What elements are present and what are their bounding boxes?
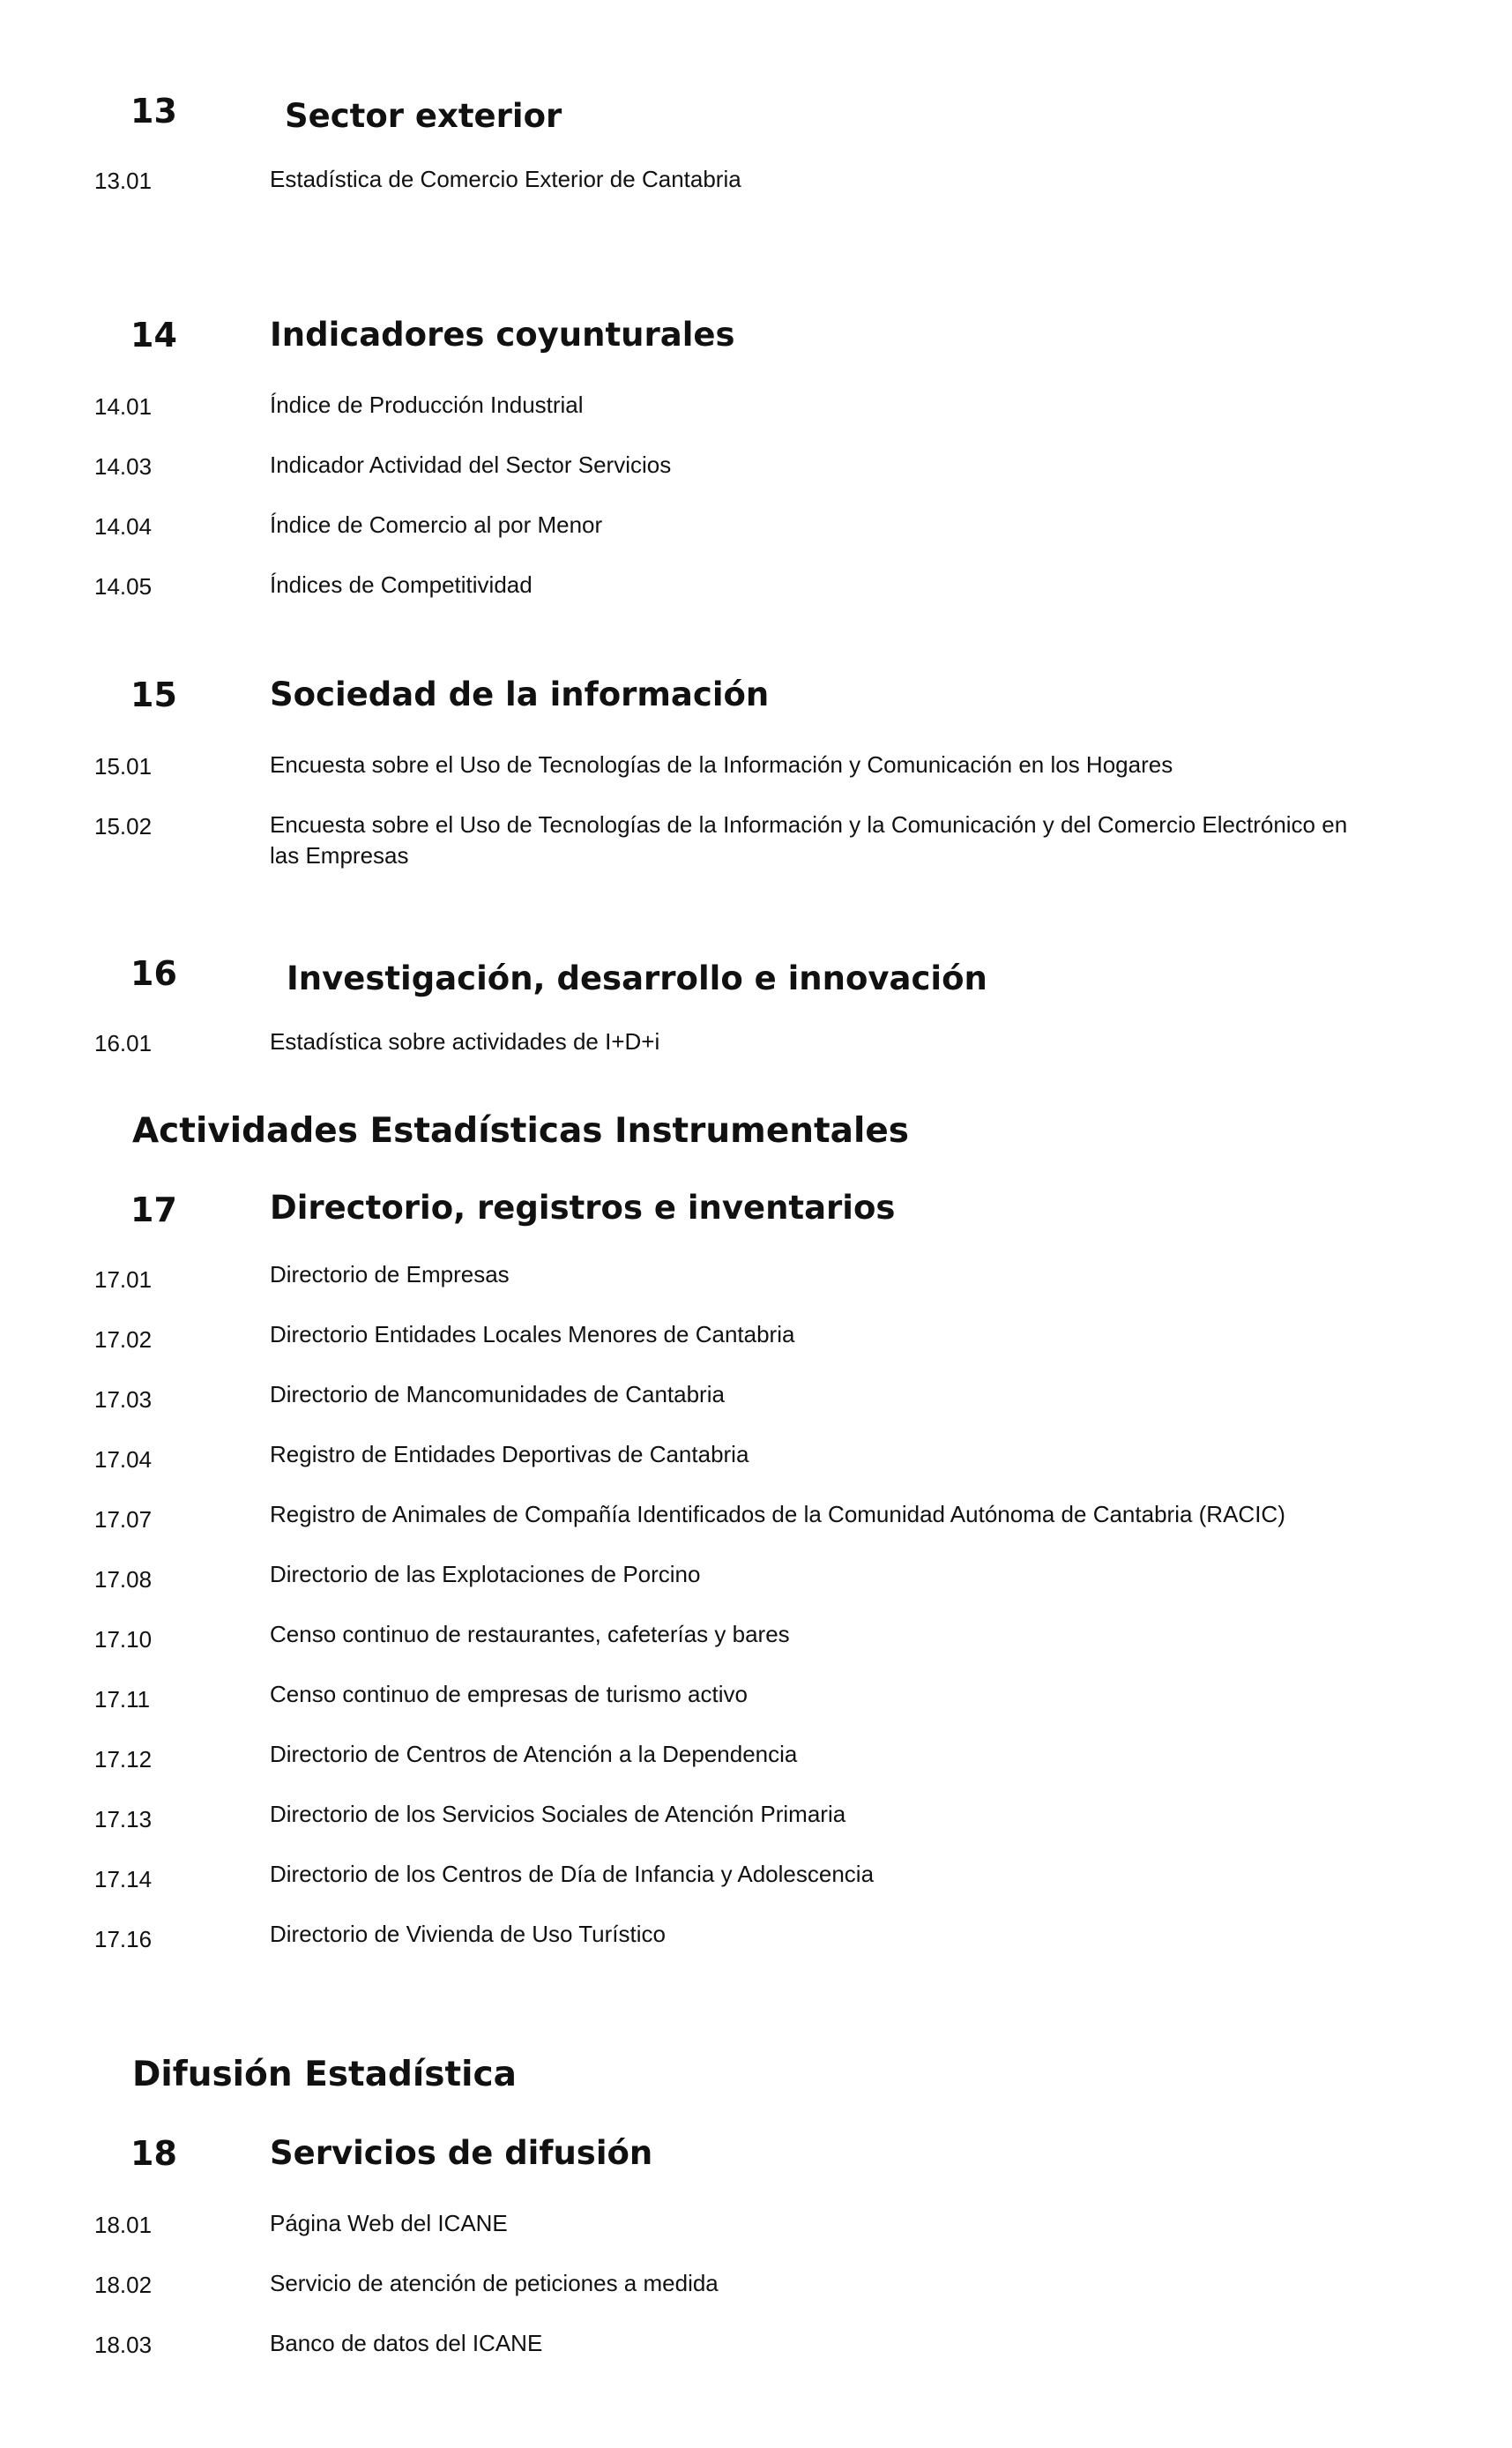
item-code: 14.03: [94, 453, 153, 480]
section-title: Indicadores coyunturales: [270, 316, 735, 354]
item-code: 18.03: [94, 2332, 153, 2358]
activity-heading: Difusión Estadística: [132, 2055, 517, 2094]
item-code: 17.08: [94, 1566, 153, 1593]
item-code: 17.12: [94, 1746, 153, 1773]
item-text: Registro de Entidades Deportivas de Cantabria: [270, 1441, 749, 1467]
item-code: 17.11: [94, 1686, 151, 1713]
section-number: 13: [130, 92, 177, 131]
item-code: 17.14: [94, 1866, 153, 1892]
item-code: 13.01: [94, 168, 153, 194]
section-title: Sociedad de la información: [270, 675, 770, 713]
item-code: 17.10: [94, 1626, 153, 1653]
section-title: Sector exterior: [285, 97, 562, 135]
item-code: 14.04: [94, 513, 153, 540]
item-code: 17.16: [94, 1926, 153, 1952]
item-text: Índices de Competitividad: [270, 571, 533, 598]
item-text: Directorio de los Centros de Día de Infancia y Adolescencia: [270, 1861, 875, 1887]
activity-heading: Actividades Estadísticas Instrumentales: [132, 1111, 910, 1151]
item-text: Directorio de los Servicios Sociales de Atención Primaria: [270, 1801, 846, 1827]
item-text: Encuesta sobre el Uso de Tecnologías de la Información y Comunicación en los Hogares: [270, 751, 1173, 778]
section-title: Servicios de difusión: [270, 2134, 653, 2172]
item-text: Encuesta sobre el Uso de Tecnologías de la Información y la Comunicación y del Comercio Electrónico en las Empresas: [270, 811, 1348, 869]
section-number: 17: [130, 1190, 177, 1229]
item-code: 17.13: [94, 1806, 153, 1832]
item-code: 14.01: [94, 393, 153, 420]
item-code: 17.04: [94, 1446, 153, 1473]
item-text: Índice de Comercio al por Menor: [270, 511, 603, 538]
item-text: Servicio de atención de peticiones a medida: [270, 2270, 719, 2296]
item-code: 15.01: [94, 753, 153, 780]
section-title: Directorio, registros e inventarios: [270, 1189, 896, 1227]
item-text: Banco de datos del ICANE: [270, 2330, 543, 2356]
item-code: 18.02: [94, 2272, 153, 2298]
item-code: 17.02: [94, 1326, 153, 1353]
section-number: 18: [130, 2134, 177, 2173]
item-text: Directorio de Vivienda de Uso Turístico: [270, 1921, 666, 1947]
item-code: 17.07: [94, 1506, 153, 1533]
item-code: 14.05: [94, 573, 153, 600]
item-text: Directorio de las Explotaciones de Porcino: [270, 1561, 701, 1587]
item-code: 17.01: [94, 1266, 153, 1293]
item-text: Directorio de Empresas: [270, 1261, 510, 1287]
item-text: Índice de Producción Industrial: [270, 392, 584, 418]
section-number: 15: [130, 675, 177, 714]
item-text: Estadística sobre actividades de I+D+i: [270, 1028, 660, 1055]
item-code: 16.01: [94, 1030, 153, 1056]
item-text: Indicador Actividad del Sector Servicios: [270, 452, 672, 478]
section-title: Investigación, desarrollo e innovación: [287, 959, 987, 997]
item-text: Página Web del ICANE: [270, 2210, 508, 2236]
item-text: Directorio Entidades Locales Menores de Cantabria: [270, 1321, 795, 1347]
item-text: Censo continuo de restaurantes, cafeterías y bares: [270, 1621, 790, 1647]
item-code: 17.03: [94, 1386, 153, 1413]
item-text: Directorio de Mancomunidades de Cantabria: [270, 1381, 725, 1407]
item-code: 18.01: [94, 2212, 153, 2238]
item-text: Estadística de Comercio Exterior de Cantabria: [270, 166, 741, 192]
section-number: 16: [130, 954, 177, 993]
item-text: Registro de Animales de Compañía Identificados de la Comunidad Autónoma de Cantabria (RACIC): [270, 1501, 1285, 1527]
section-number: 14: [130, 316, 177, 355]
item-text: Directorio de Centros de Atención a la Dependencia: [270, 1741, 798, 1767]
item-text: Censo continuo de empresas de turismo activo: [270, 1681, 748, 1707]
item-code: 15.02: [94, 813, 153, 840]
